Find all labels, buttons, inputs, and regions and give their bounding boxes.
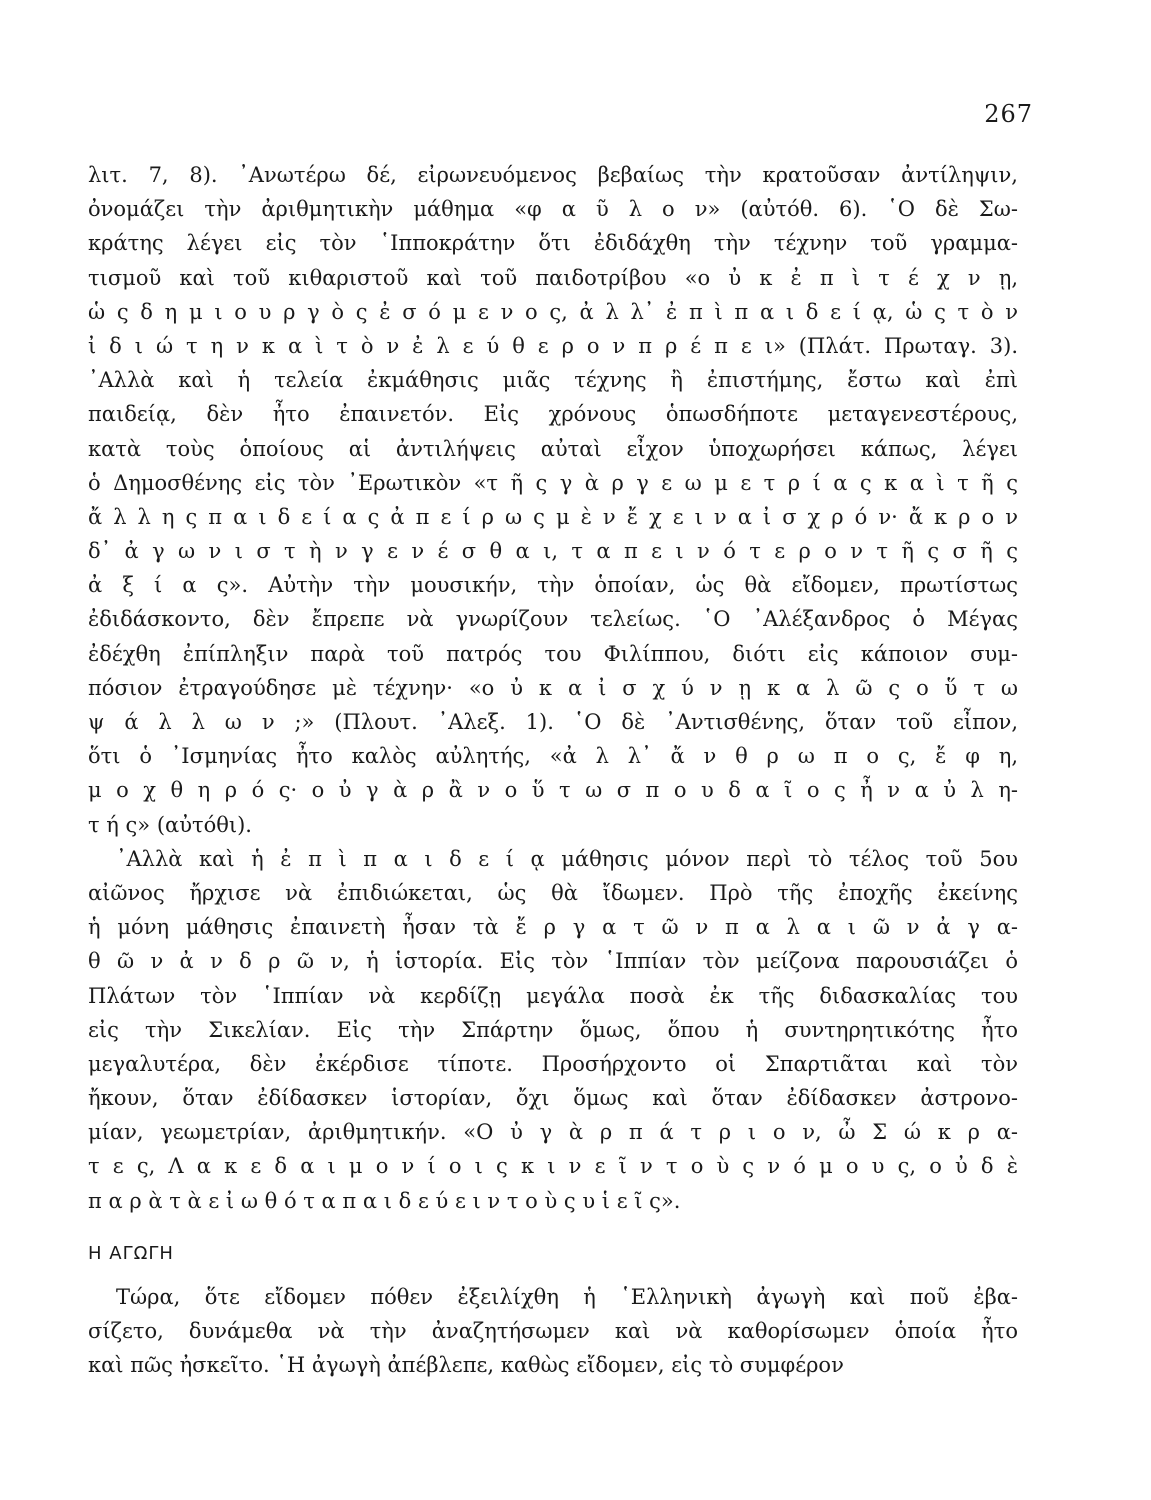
text-line: ἡ μόνη μάθησις ἐπαινετὴ ἦσαν τὰ ἔ ρ γ α τ ῶ ν π α λ α ι ῶ ν ἀ γ α-	[88, 915, 1018, 940]
text-line: μεγαλυτέρα, δὲν ἐκέρδισε τίποτε. Προσήρχοντο οἱ Σπαρτιᾶται καὶ τὸν	[88, 1051, 1018, 1076]
final-paragraph	[88, 1280, 1018, 1383]
text-line: ἐδιδάσκοντο, δὲν ἔπρεπε νὰ γνωρίζουν τελείως. ῾Ο ᾿Αλέξανδρος ὁ Μέγας	[88, 607, 1018, 632]
text-line: ἤκουν, ὅταν ἐδίδασκεν ἱστορίαν, ὄχι ὅμως καὶ ὅταν ἐδίδασκεν ἀστρονο-	[88, 1086, 1018, 1111]
text-line: κατὰ τοὺς ὁποίους αἱ ἀντιλήψεις αὐταὶ εἶχον ὑποχωρήσει κάπως, λέγει	[88, 436, 1018, 461]
text-line: σίζετο, δυνάμεθα νὰ τὴν ἀναζητήσωμεν καὶ νὰ καθορίσωμεν ὁποία ἦτο	[88, 1319, 1018, 1343]
text-line: θ ῶ ν ἀ ν δ ρ ῶ ν, ἡ ἱστορία. Εἰς τὸν ῾Ιππίαν τὸν μείζονα παρουσιάζει ὁ	[88, 949, 1018, 974]
paragraph	[88, 842, 1018, 1218]
text-line: τ ε ς, Λ α κ ε δ α ι μ ο ν ί ο ι ς κ ι ν ε ῖ ν τ ο ὺ ς ν ό μ ο υ ς, ο ὐ δ ὲ	[88, 1154, 1018, 1179]
text-line: πόσιον ἐτραγούδησε μὲ τέχνην· «ο ὐ κ α ἰ σ χ ύ ν ῃ κ α λ ῶ ς ο ὕ τ ω	[88, 675, 1018, 700]
page-number: 267	[984, 100, 1033, 128]
text-line: αἰῶνος ἤρχισε νὰ ἐπιδιώκεται, ὡς θὰ ἴδωμεν. Πρὸ τῆς ἐποχῆς ἐκείνης	[88, 880, 1018, 905]
text-line: ᾿Αλλὰ καὶ ἡ ἐ π ὶ π α ι δ ε ί ᾳ μάθησις μόνον περὶ τὸ τέλος τοῦ 5ου	[116, 846, 1018, 871]
paragraph	[88, 1280, 1018, 1383]
text-line: ὡ ς δ η μ ι ο υ ρ γ ὸ ς ἐ σ ό μ ε ν ο ς, ἀ λ λ᾿ ἐ π ὶ π α ι δ ε ί ᾳ, ὡ ς τ ὸ ν	[88, 299, 1018, 324]
section-gap	[88, 1218, 1018, 1234]
text-line: μίαν, γεωμετρίαν, ἀριθμητικήν. «Ο ὐ γ ὰ ρ π ά τ ρ ι ο ν, ὦ Σ ώ κ ρ α-	[88, 1120, 1018, 1145]
text-line: δ᾿ ἀ γ ω ν ι σ τ ὴ ν γ ε ν έ σ θ α ι, τ α π ε ι ν ό τ ε ρ ο ν τ ῆ ς σ ῆ ς	[88, 539, 1018, 564]
paragraphs	[88, 158, 1018, 1218]
text-line: εἰς τὴν Σικελίαν. Εἰς τὴν Σπάρτην ὅμως, ὅπου ἡ συντηρητικότης ἦτο	[88, 1017, 1018, 1042]
text-line: ὀνομάζει τὴν ἀριθμητικὴν μάθημα «φ α ῦ λ ο ν» (αὐτόθ. 6). ῾Ο δὲ Σω-	[88, 197, 1018, 222]
text-line: λιτ. 7, 8). ᾿Ανωτέρω δέ, εἰρωνευόμενος βεβαίως τὴν κρατοῦσαν ἀντίληψιν,	[88, 163, 1018, 187]
text-line: παιδείᾳ, δὲν ἦτο ἐπαινετόν. Εἰς χρόνους ὁπωσδήποτε μεταγενεστέρους,	[88, 402, 1018, 427]
text-line: ὅτι ὁ ᾿Ισμηνίας ἦτο καλὸς αὐλητής, «ἀ λ λ᾿ ἄ ν θ ρ ω π ο ς, ἔ φ η,	[88, 744, 1018, 769]
text-line: ὁ Δημοσθένης εἰς τὸν ᾿Ερωτικὸν «τ ῆ ς γ ὰ ρ γ ε ω μ ε τ ρ ί α ς κ α ὶ τ ῆ ς	[88, 470, 1018, 495]
text-line: π α ρ ὰ τ ὰ ε ἰ ω θ ό τ α π α ι δ ε ύ ε ι ν τ ο ὺ ς υ ἱ ε ῖ ς».	[88, 1188, 681, 1213]
text-line: ἀ ξ ί α ς». Αὐτὴν τὴν μουσικήν, τὴν ὁποίαν, ὡς θὰ εἴδομεν, πρωτίστως	[88, 573, 1018, 598]
text-line: καὶ πῶς ἠσκεῖτο. ῾Η ἀγωγὴ ἀπέβλεπε, καθὼς εἴδομεν, εἰς τὸ συμφέρον	[88, 1353, 844, 1378]
text-line: Τώρα, ὅτε εἴδομεν πόθεν ἐξειλίχθη ἡ ῾Ελληνικὴ ἀγωγὴ καὶ ποῦ ἐβα-	[116, 1284, 1018, 1309]
text-line: ἰ δ ι ώ τ η ν κ α ὶ τ ὸ ν ἐ λ ε ύ θ ε ρ ο ν π ρ έ π ε ι» (Πλάτ. Πρωταγ. 3).	[88, 333, 1018, 358]
text-line: τ ή ς» (αὐτόθι).	[88, 812, 252, 837]
text-line: τισμοῦ καὶ τοῦ κιθαριστοῦ καὶ τοῦ παιδοτρίβου «ο ὐ κ ἐ π ὶ τ έ χ ν ῃ,	[88, 265, 1018, 290]
text-line: μ ο χ θ η ρ ό ς· ο ὐ γ ὰ ρ ἂ ν ο ὕ τ ω σ π ο υ δ α ῖ ο ς ἦ ν α ὐ λ η-	[88, 778, 1018, 803]
page-body	[88, 158, 1018, 1382]
text-line: κράτης λέγει εἰς τὸν ῾Ιπποκράτην ὅτι ἐδιδάχθη τὴν τέχνην τοῦ γραμμα-	[88, 231, 1018, 256]
text-line: ᾿Αλλὰ καὶ ἡ τελεία ἐκμάθησις μιᾶς τέχνης ἢ ἐπιστήμης, ἔστω καὶ ἐπὶ	[88, 368, 1018, 393]
section-heading: Η ΑΓΩΓΗ	[88, 1242, 174, 1264]
text-line: ἐδέχθη ἐπίπληξιν παρὰ τοῦ πατρός του Φιλίππου, διότι εἰς κάποιον συμ-	[88, 641, 1018, 666]
text-line: ἄ λ λ η ς π α ι δ ε ί α ς ἀ π ε ί ρ ω ς μ ὲ ν ἔ χ ε ι ν α ἰ σ χ ρ ό ν· ἄ κ ρ ο ν	[88, 504, 1018, 529]
text-line: ψ ά λ λ ω ν ;» (Πλουτ. ᾿Αλεξ. 1). ῾Ο δὲ ᾿Αντισθένης, ὅταν τοῦ εἶπον,	[88, 710, 1018, 734]
paragraph	[88, 158, 1018, 842]
text-line: Πλάτων τὸν ῾Ιππίαν νὰ κερδίζῃ μεγάλα ποσὰ ἐκ τῆς διδασκαλίας του	[88, 983, 1018, 1008]
